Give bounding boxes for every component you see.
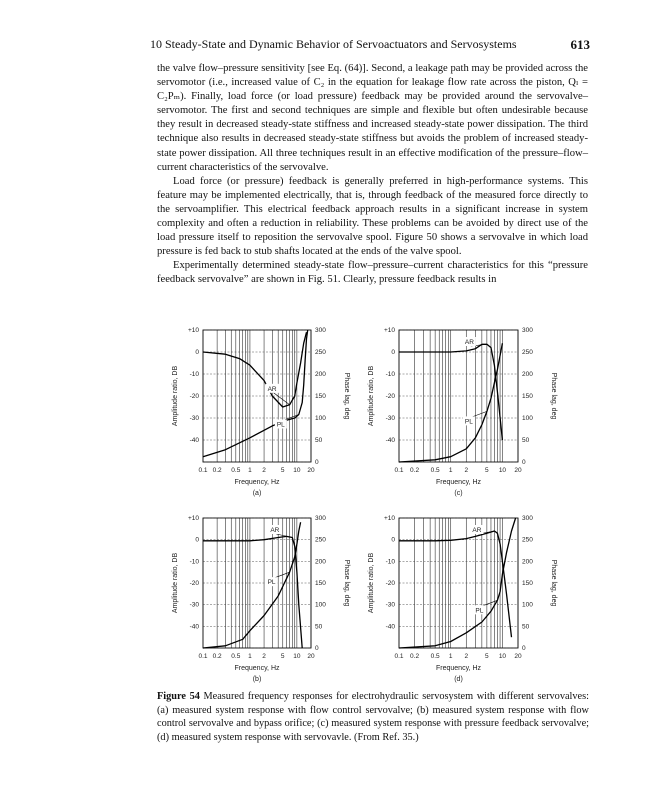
annotation-ar: AR <box>464 339 474 346</box>
y-left-tick-label: -10 <box>385 371 395 378</box>
x-tick-label: 20 <box>514 467 522 474</box>
x-tick-label: 10 <box>498 467 507 474</box>
x-tick-label: 5 <box>485 653 489 660</box>
y-left-tick-label: 0 <box>391 349 395 356</box>
y-left-tick-label: -20 <box>189 393 199 400</box>
running-title: 10 Steady-State and Dynamic Behavior of Servoactuators and Servosystems <box>150 37 517 51</box>
y-right-axis-label: Phase lag, deg <box>343 559 350 607</box>
figure-caption <box>157 690 589 744</box>
x-tick-label: 0.1 <box>198 653 208 660</box>
annotation-ar: AR <box>267 385 277 393</box>
y-left-tick-label: -10 <box>189 371 199 378</box>
x-tick-label: 5 <box>280 653 285 660</box>
x-tick-label: 2 <box>262 467 266 474</box>
annotation-ar: AR <box>270 527 280 534</box>
x-tick-label: 5 <box>485 467 489 474</box>
y-left-tick-label: -40 <box>385 437 395 444</box>
y-right-tick-label: 50 <box>315 623 323 631</box>
y-left-tick-label: -30 <box>385 415 395 422</box>
y-right-tick-label: 100 <box>315 601 326 609</box>
x-tick-label: 20 <box>307 653 315 660</box>
x-tick-label: 1 <box>248 653 252 660</box>
y-right-tick-label: 0 <box>522 645 526 652</box>
y-left-tick-label: -10 <box>189 558 199 566</box>
y-left-tick-label: 0 <box>391 536 395 544</box>
y-left-tick-label: +10 <box>187 515 199 522</box>
x-tick-label: 0.5 <box>231 467 241 474</box>
y-left-axis-label: Amplitude ratio, DB <box>172 552 179 614</box>
y-right-tick-label: 0 <box>315 645 319 652</box>
y-left-tick-label: +10 <box>187 327 199 334</box>
panel-label: (a) <box>252 490 262 497</box>
y-right-tick-label: 250 <box>522 349 533 356</box>
page-number: 613 <box>570 37 590 52</box>
y-left-tick-label: -20 <box>385 393 395 400</box>
y-left-axis-label: Amplitude ratio, DB <box>368 365 375 427</box>
paragraph-2: Load force (or pressure) feedback is generally preferred in high-performance systems. This feature may be implemented electrically, that is, through feedback of the measured force directly to the servoamplifier. This electrical feedback approach results in a significant increase in system complexity and often a reduction in reliability. These problems can be avoided by direct use of the load pressure itself to reposition the servovalve spool. Figure 50 shows a servovalve in which load pressure is fed back to stub shafts located at the ends of the valve spool. <box>157 175 588 258</box>
y-right-tick-label: 150 <box>522 580 533 587</box>
x-tick-label: 0.2 <box>410 467 420 474</box>
y-right-tick-label: 250 <box>522 536 533 544</box>
x-axis-label: Frequency, Hz <box>436 665 481 672</box>
x-tick-label: 1 <box>448 653 453 660</box>
x-tick-label: 0.5 <box>430 467 440 474</box>
y-right-axis-label: Phase lag, deg <box>550 559 557 607</box>
y-right-tick-label: 250 <box>315 349 326 356</box>
y-right-axis-label: Phase lag, deg <box>550 372 557 420</box>
running-header <box>150 37 590 52</box>
y-right-tick-label: 50 <box>522 437 530 444</box>
annotation-pl: PL <box>267 579 276 587</box>
y-right-tick-label: 200 <box>522 371 533 378</box>
x-tick-label: 20 <box>514 653 522 660</box>
y-left-tick-label: +10 <box>383 327 395 334</box>
annotation-pl: PL <box>276 421 285 429</box>
x-tick-label: 0.5 <box>231 653 241 660</box>
series-pl-line <box>203 330 308 457</box>
y-left-tick-label: -30 <box>385 601 395 609</box>
y-right-tick-label: 200 <box>522 558 533 566</box>
x-tick-label: 2 <box>464 653 469 660</box>
panel-label: (c) <box>454 490 463 497</box>
y-right-tick-label: 150 <box>315 393 326 400</box>
figure-label: Figure 54 <box>157 691 200 702</box>
x-tick-label: 0.5 <box>430 653 440 660</box>
x-axis-label: Frequency, Hz <box>234 479 280 486</box>
x-tick-label: 2 <box>262 653 266 660</box>
x-tick-label: 0.1 <box>394 653 404 660</box>
y-right-tick-label: 200 <box>315 558 326 566</box>
x-tick-label: 0.1 <box>394 467 404 474</box>
y-left-tick-label: -40 <box>385 623 395 631</box>
x-tick-label: 10 <box>293 653 301 660</box>
y-left-tick-label: 0 <box>195 536 199 544</box>
paragraph-3: Experimentally determined steady-state flow–pressure–current characteristics for this “pressure feedback servovalve” are shown in Fig. 51. Clearly, pressure feedback results in <box>157 260 588 286</box>
x-tick-label: 0.1 <box>198 467 208 474</box>
annotation-pl: PL <box>464 418 473 426</box>
y-right-tick-label: 300 <box>522 515 533 522</box>
y-right-tick-label: 150 <box>315 580 326 587</box>
y-left-axis-label: Amplitude ratio, DB <box>172 365 179 427</box>
x-tick-label: 5 <box>280 467 285 474</box>
y-right-tick-label: 150 <box>522 393 533 400</box>
y-right-axis-label: Phase lag, deg <box>343 372 350 420</box>
x-tick-label: 2 <box>464 467 469 474</box>
y-right-tick-label: 200 <box>315 371 326 378</box>
y-left-tick-label: -30 <box>189 601 199 609</box>
x-tick-label: 10 <box>293 467 301 474</box>
y-right-tick-label: 0 <box>522 459 526 466</box>
x-axis-label: Frequency, Hz <box>436 479 481 486</box>
figure-caption-text: Measured frequency responses for electrohydraulic servosystem with different servovalves: (a) measured system response with flow control servovalve; (b) measured system response with flow control servovalve and bypass orifice; (c) measured system response with pressure feedback servovalve; (d) measured system response with servovavle. (From Ref. 35.) <box>157 691 589 743</box>
y-left-tick-label: +10 <box>383 515 395 522</box>
body-text <box>157 62 588 288</box>
y-right-tick-label: 100 <box>315 415 326 422</box>
y-right-tick-label: 50 <box>522 623 530 631</box>
x-axis-label: Frequency, Hz <box>234 665 280 672</box>
x-tick-label: 1 <box>248 467 252 474</box>
x-tick-label: 1 <box>448 467 453 474</box>
y-right-tick-label: 300 <box>522 327 533 334</box>
chart-panel-d <box>364 510 560 688</box>
y-right-tick-label: 100 <box>522 415 533 422</box>
y-left-tick-label: -40 <box>189 437 199 444</box>
x-tick-label: 0.2 <box>212 467 222 474</box>
y-left-tick-label: -20 <box>189 580 199 587</box>
series-ar-line <box>203 536 302 648</box>
chart-panel-a <box>168 322 353 502</box>
y-right-tick-label: 300 <box>315 327 326 334</box>
chart-panel-c <box>364 322 560 502</box>
x-tick-label: 20 <box>307 467 315 474</box>
y-right-tick-label: 100 <box>522 601 533 609</box>
x-tick-label: 10 <box>498 653 507 660</box>
y-left-tick-label: -20 <box>385 580 395 587</box>
annotation-pl: PL <box>475 607 484 615</box>
panel-label: (d) <box>454 676 463 683</box>
paragraph-1: the valve flow–pressure sensitivity [see Eq. (64)]. Second, a leakage path may be provided across the servomotor (i.e., increased value of C₂ in the equation for leakage flow rate across the piston, Qₗ = C₂Pₘ). Finally, load force (or load pressure) feedback may be provided around the servovalve–servomotor. The first and second techniques are simple and flexible but often undesirable because they result in decreased steady-state stiffness and increased steady-state power dissipation. The third technique also results in decreased steady-state stiffness but avoids the problem of increased steady-state power dissipation. All three techniques result in an effective modification of the pressure–flow–current characteristics of the servovalve. <box>157 63 588 173</box>
y-left-tick-label: -40 <box>189 623 199 631</box>
y-right-tick-label: 50 <box>315 437 323 444</box>
y-left-tick-label: -30 <box>189 415 199 422</box>
annotation-ar: AR <box>472 527 482 534</box>
y-left-axis-label: Amplitude ratio, DB <box>368 552 375 614</box>
x-tick-label: 0.2 <box>410 653 420 660</box>
chart-panel-b <box>168 510 353 688</box>
x-tick-label: 0.2 <box>212 653 222 660</box>
y-right-tick-label: 300 <box>315 515 326 522</box>
y-right-tick-label: 250 <box>315 536 326 544</box>
panel-label: (b) <box>252 676 262 683</box>
annotation-leader-ar <box>274 393 290 405</box>
y-right-tick-label: 0 <box>315 459 319 466</box>
y-left-tick-label: 0 <box>195 349 199 356</box>
y-left-tick-label: -10 <box>385 558 395 566</box>
